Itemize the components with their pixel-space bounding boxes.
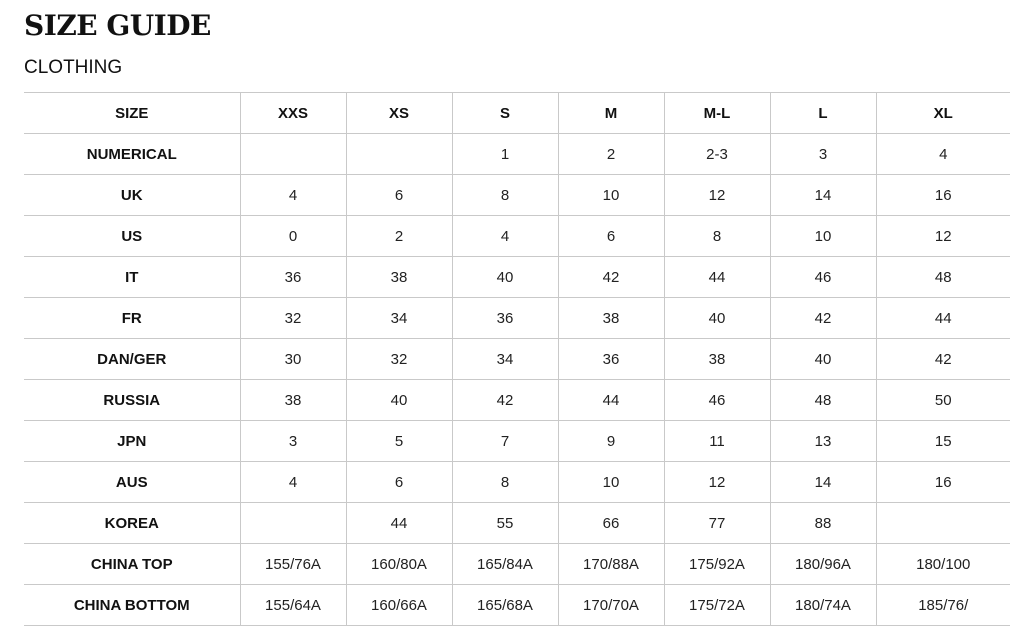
table-row bbox=[24, 544, 1010, 585]
table-cell: 2 bbox=[558, 134, 664, 175]
column-header: M-L bbox=[664, 93, 770, 134]
table-cell: 32 bbox=[346, 339, 452, 380]
row-label: NUMERICAL bbox=[24, 134, 240, 175]
table-cell: 30 bbox=[240, 339, 346, 380]
table-cell: 40 bbox=[664, 298, 770, 339]
column-header: S bbox=[452, 93, 558, 134]
row-label: RUSSIA bbox=[24, 380, 240, 421]
table-row bbox=[24, 339, 1010, 380]
table-cell: 44 bbox=[558, 380, 664, 421]
table-cell: 160/66A bbox=[346, 585, 452, 626]
table-cell: 48 bbox=[770, 380, 876, 421]
table-cell: 36 bbox=[558, 339, 664, 380]
table-cell: 42 bbox=[876, 339, 1010, 380]
table-cell: 175/72A bbox=[664, 585, 770, 626]
table-cell: 13 bbox=[770, 421, 876, 462]
table-row bbox=[24, 503, 1010, 544]
table-cell: 180/74A bbox=[770, 585, 876, 626]
table-cell: 8 bbox=[452, 175, 558, 216]
table-row bbox=[24, 134, 1010, 175]
row-label: FR bbox=[24, 298, 240, 339]
row-label: CHINA BOTTOM bbox=[24, 585, 240, 626]
column-header: XXS bbox=[240, 93, 346, 134]
table-cell: 10 bbox=[558, 462, 664, 503]
table-cell: 38 bbox=[664, 339, 770, 380]
table-cell: 170/88A bbox=[558, 544, 664, 585]
table-cell: 9 bbox=[558, 421, 664, 462]
page-title: SIZE GUIDE bbox=[24, 9, 211, 42]
table-body bbox=[24, 134, 1010, 626]
row-label: IT bbox=[24, 257, 240, 298]
table-cell: 38 bbox=[240, 380, 346, 421]
table-cell: 6 bbox=[346, 175, 452, 216]
table-cell: 2 bbox=[346, 216, 452, 257]
table-cell bbox=[240, 503, 346, 544]
table-cell: 46 bbox=[664, 380, 770, 421]
section-subtitle: CLOTHING bbox=[24, 57, 123, 78]
table-row bbox=[24, 175, 1010, 216]
table-cell: 14 bbox=[770, 462, 876, 503]
row-label: CHINA TOP bbox=[24, 544, 240, 585]
row-label: DAN/GER bbox=[24, 339, 240, 380]
table-cell: 5 bbox=[346, 421, 452, 462]
table-cell: 155/64A bbox=[240, 585, 346, 626]
column-header: XS bbox=[346, 93, 452, 134]
row-label: JPN bbox=[24, 421, 240, 462]
table-cell: 170/70A bbox=[558, 585, 664, 626]
table-cell: 15 bbox=[876, 421, 1010, 462]
column-header: L bbox=[770, 93, 876, 134]
table-cell: 38 bbox=[346, 257, 452, 298]
table-cell bbox=[876, 503, 1010, 544]
table-cell: 42 bbox=[770, 298, 876, 339]
table-cell: 38 bbox=[558, 298, 664, 339]
table-cell: 8 bbox=[452, 462, 558, 503]
table-cell: 16 bbox=[876, 462, 1010, 503]
table-cell bbox=[346, 134, 452, 175]
table-cell bbox=[240, 134, 346, 175]
row-label: US bbox=[24, 216, 240, 257]
table-row bbox=[24, 257, 1010, 298]
table-row bbox=[24, 421, 1010, 462]
table-cell: 12 bbox=[876, 216, 1010, 257]
header-cell-size: SIZE bbox=[24, 93, 240, 134]
table-cell: 46 bbox=[770, 257, 876, 298]
table-cell: 0 bbox=[240, 216, 346, 257]
table-cell: 8 bbox=[664, 216, 770, 257]
table-cell: 175/92A bbox=[664, 544, 770, 585]
table-header-row bbox=[24, 93, 1010, 134]
table-cell: 165/84A bbox=[452, 544, 558, 585]
table-cell: 34 bbox=[452, 339, 558, 380]
table-cell: 4 bbox=[240, 175, 346, 216]
table-cell: 11 bbox=[664, 421, 770, 462]
size-table-container bbox=[24, 92, 971, 637]
table-cell: 66 bbox=[558, 503, 664, 544]
table-cell: 50 bbox=[876, 380, 1010, 421]
table-cell: 6 bbox=[346, 462, 452, 503]
table-cell: 3 bbox=[240, 421, 346, 462]
table-row bbox=[24, 585, 1010, 626]
table-row bbox=[24, 298, 1010, 339]
table-cell: 44 bbox=[876, 298, 1010, 339]
table-cell: 10 bbox=[770, 216, 876, 257]
table-cell: 42 bbox=[452, 380, 558, 421]
table-cell: 55 bbox=[452, 503, 558, 544]
table-cell: 155/76A bbox=[240, 544, 346, 585]
table-cell: 180/96A bbox=[770, 544, 876, 585]
table-cell: 4 bbox=[240, 462, 346, 503]
table-cell: 12 bbox=[664, 175, 770, 216]
table-cell: 36 bbox=[452, 298, 558, 339]
table-cell: 36 bbox=[240, 257, 346, 298]
table-cell: 10 bbox=[558, 175, 664, 216]
table-cell: 2-3 bbox=[664, 134, 770, 175]
table-row bbox=[24, 462, 1010, 503]
row-label: KOREA bbox=[24, 503, 240, 544]
table-cell: 4 bbox=[876, 134, 1010, 175]
table-cell: 16 bbox=[876, 175, 1010, 216]
table-cell: 7 bbox=[452, 421, 558, 462]
table-cell: 14 bbox=[770, 175, 876, 216]
table-cell: 3 bbox=[770, 134, 876, 175]
table-cell: 88 bbox=[770, 503, 876, 544]
table-cell: 77 bbox=[664, 503, 770, 544]
table-cell: 32 bbox=[240, 298, 346, 339]
table-cell: 165/68A bbox=[452, 585, 558, 626]
table-cell: 4 bbox=[452, 216, 558, 257]
table-cell: 48 bbox=[876, 257, 1010, 298]
table-row bbox=[24, 380, 1010, 421]
table-cell: 44 bbox=[664, 257, 770, 298]
table-cell: 160/80A bbox=[346, 544, 452, 585]
column-header: M bbox=[558, 93, 664, 134]
column-header: XL bbox=[876, 93, 1010, 134]
table-cell: 12 bbox=[664, 462, 770, 503]
row-label: UK bbox=[24, 175, 240, 216]
table-cell: 34 bbox=[346, 298, 452, 339]
table-cell: 180/100 bbox=[876, 544, 1010, 585]
table-cell: 40 bbox=[452, 257, 558, 298]
size-table bbox=[24, 92, 1010, 626]
table-cell: 42 bbox=[558, 257, 664, 298]
table-cell: 1 bbox=[452, 134, 558, 175]
table-cell: 185/76/ bbox=[876, 585, 1010, 626]
table-cell: 40 bbox=[346, 380, 452, 421]
table-cell: 40 bbox=[770, 339, 876, 380]
table-row bbox=[24, 216, 1010, 257]
row-label: AUS bbox=[24, 462, 240, 503]
table-cell: 6 bbox=[558, 216, 664, 257]
table-cell: 44 bbox=[346, 503, 452, 544]
